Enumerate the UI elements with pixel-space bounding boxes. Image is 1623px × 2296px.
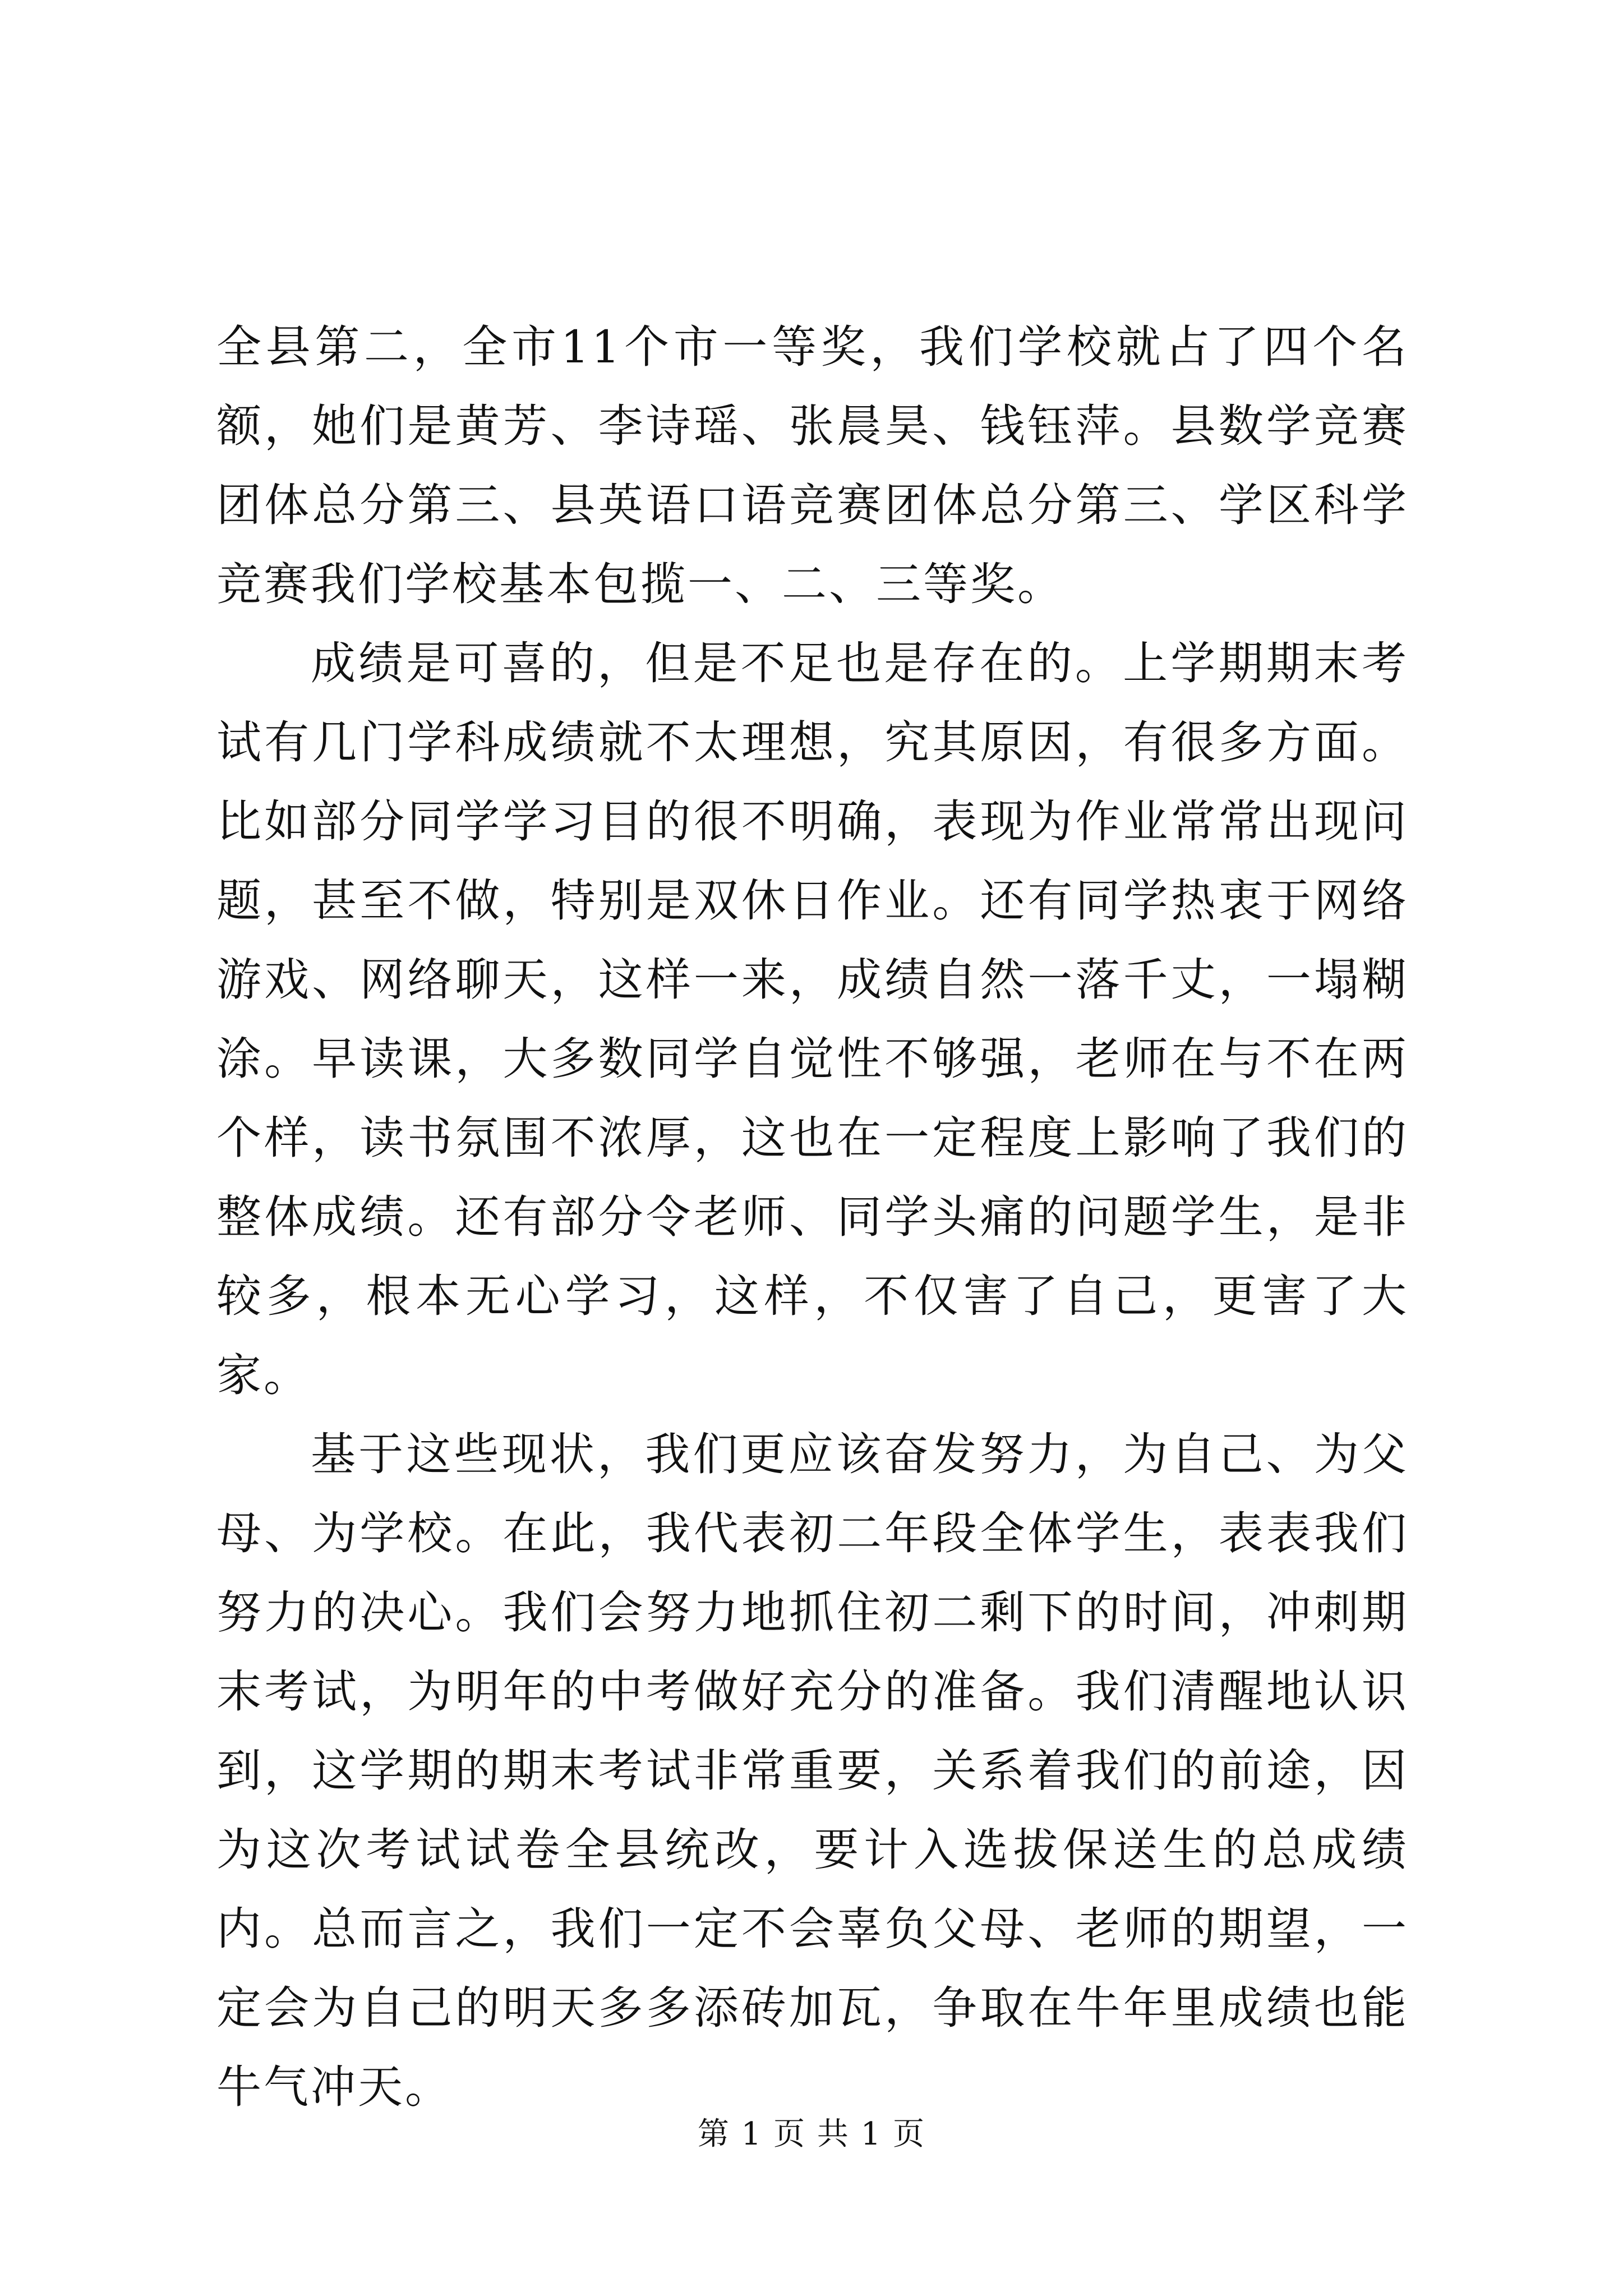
- document-body: [216, 307, 1409, 2127]
- paragraph-awards: 全县第二，全市11个市一等奖，我们学校就占了四个名额，她们是黄芳、李诗瑶、张晨昊、钱钰萍。县数学竞赛团体总分第三、县英语口语竞赛团体总分第三、学区科学竞赛我们学校基本包揽一、二、三等奖。: [216, 321, 1409, 610]
- paragraph-resolution: 基于这些现状，我们更应该奋发努力，为自己、为父母、为学校。在此，我代表初二年段全体学生，表表我们努力的决心。我们会努力地抓住初二剩下的时间，冲刺期末考试，为明年的中考做好充分的准备。我们清醒地认识到，这学期的期末考试非常重要，关系着我们的前途，因为这次考试试卷全县统改，要计入选拔保送生的总成绩内。总而言之，我们一定不会辜负父母、老师的期望，一定会为自己的明天多多添砖加瓦，争取在牛年里成绩也能牛气冲天。: [216, 1428, 1409, 2113]
- paragraph-shortcomings: 成绩是可喜的，但是不足也是存在的。上学期期末考试有几门学科成绩就不太理想，究其原因，有很多方面。比如部分同学学习目的很不明确，表现为作业常常出现问题，甚至不做，特别是双休日作业。还有同学热衷于网络游戏、网络聊天，这样一来，成绩自然一落千丈，一塌糊涂。早读课，大多数同学自觉性不够强，老师在与不在两个样，读书氛围不浓厚，这也在一定程度上影响了我们的整体成绩。还有部分令老师、同学头痛的问题学生，是非较多，根本无心学习，这样，不仅害了自己，更害了大家。: [216, 637, 1409, 1401]
- page-footer: 第 1 页 共 1 页: [697, 2116, 926, 2152]
